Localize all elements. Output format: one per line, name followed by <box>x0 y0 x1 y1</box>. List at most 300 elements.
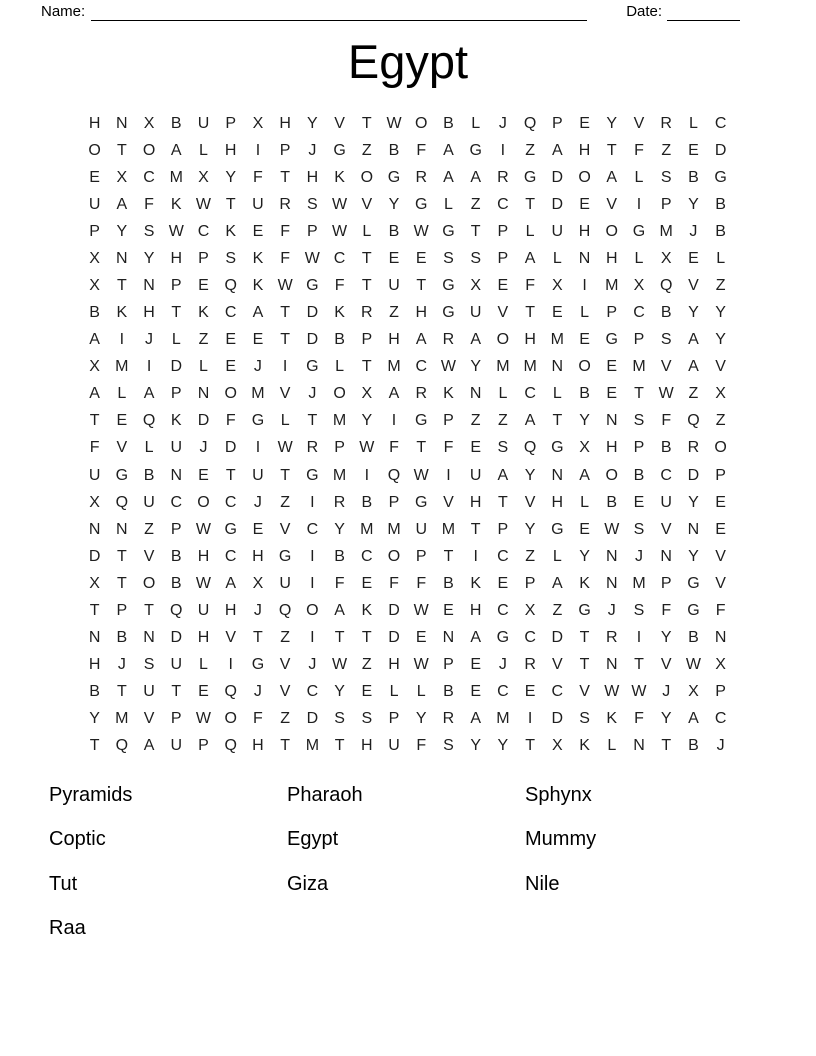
grid-letter: I <box>636 629 642 647</box>
grid-letter: U <box>170 656 183 674</box>
grid-letter: E <box>470 683 481 701</box>
grid-letter: V <box>497 304 509 322</box>
grid-letter: I <box>146 358 152 376</box>
grid-letter: P <box>660 574 672 592</box>
grid-letter: O <box>415 114 428 132</box>
grid-letter: G <box>714 168 727 186</box>
grid-letter: S <box>443 737 454 755</box>
grid-letter: O <box>224 385 237 403</box>
grid-letter: P <box>497 222 509 240</box>
grid-letter: B <box>660 439 672 457</box>
grid-letter: U <box>88 195 101 213</box>
grid-letter: F <box>525 277 535 294</box>
grid-letter: P <box>715 683 726 701</box>
grid-letter: X <box>524 601 536 619</box>
grid-letter: E <box>579 520 590 538</box>
grid-letter: B <box>116 629 128 647</box>
grid-letter: D <box>551 195 564 213</box>
grid-letter: G <box>251 412 265 430</box>
grid-letter: J <box>145 331 154 349</box>
grid-letter: T <box>116 277 127 294</box>
grid-letter: P <box>551 114 563 132</box>
grid-letter: V <box>715 547 726 565</box>
grid-letter: K <box>470 574 481 592</box>
grid-letter: Y <box>225 168 237 186</box>
grid-letter: A <box>524 412 536 430</box>
grid-letter: V <box>551 656 563 674</box>
grid-letter: Q <box>170 601 183 619</box>
grid-letter: T <box>470 520 481 538</box>
grid-letter: Z <box>280 493 291 511</box>
grid-letter: C <box>633 304 645 322</box>
grid-letter: N <box>605 656 618 674</box>
grid-letter: C <box>524 629 536 647</box>
grid-letter: L <box>389 683 399 701</box>
grid-letter: B <box>170 114 182 132</box>
grid-letter: I <box>310 493 315 511</box>
grid-letter: D <box>224 439 237 457</box>
grid-letter: P <box>225 114 237 132</box>
grid-letter: O <box>142 574 156 592</box>
grid-letter: Y <box>688 304 699 322</box>
grid-letter: U <box>279 574 291 592</box>
grid-letter: N <box>469 385 482 403</box>
grid-letter: L <box>280 412 290 430</box>
grid-letter: T <box>498 493 508 511</box>
grid-letter: H <box>361 737 373 755</box>
grid-letter: E <box>497 277 509 294</box>
grid-letter: G <box>632 222 646 240</box>
grid-letter: L <box>552 547 562 565</box>
word-list-item: Raa <box>49 917 86 940</box>
word-list-item: Pyramids <box>49 784 133 806</box>
grid-letter: Q <box>523 439 537 457</box>
grid-letter: I <box>255 439 261 457</box>
grid-letter: M <box>115 358 129 376</box>
grid-letter: U <box>143 683 155 701</box>
grid-letter: R <box>415 168 428 186</box>
grid-letter: Y <box>688 493 699 511</box>
grid-letter: H <box>415 304 428 322</box>
grid-letter: W <box>685 656 701 674</box>
grid-letter: E <box>688 249 699 267</box>
grid-letter: D <box>388 629 400 647</box>
grid-letter: V <box>279 520 291 538</box>
grid-letter: T <box>225 466 236 484</box>
grid-letter: J <box>498 656 507 674</box>
grid-letter: X <box>551 277 563 294</box>
grid-letter: E <box>606 385 618 403</box>
grid-letter: A <box>524 249 536 267</box>
grid-letter: A <box>470 710 481 728</box>
grid-letter: N <box>116 249 128 267</box>
grid-letter: L <box>580 493 589 511</box>
grid-letter: B <box>143 466 155 484</box>
grid-letter: I <box>282 358 288 376</box>
grid-letter: G <box>306 358 319 376</box>
grid-letter: G <box>442 277 455 294</box>
grid-letter: V <box>443 493 454 511</box>
grid-letter: U <box>197 114 210 132</box>
grid-letter: Z <box>198 331 209 349</box>
grid-letter: Z <box>715 277 726 294</box>
grid-letter: V <box>524 493 536 511</box>
grid-letter: J <box>607 601 616 619</box>
grid-letter: X <box>361 385 373 403</box>
grid-letter: S <box>497 439 509 457</box>
grid-letter: Y <box>470 737 481 755</box>
grid-letter: U <box>660 493 672 511</box>
grid-letter: R <box>497 168 509 186</box>
grid-letter: E <box>116 412 128 430</box>
grid-letter: U <box>170 737 183 755</box>
grid-letter: T <box>525 195 535 213</box>
grid-letter: Q <box>142 412 156 430</box>
name-label: Name: <box>41 3 86 20</box>
grid-letter: N <box>143 629 155 647</box>
grid-letter: Q <box>387 466 401 484</box>
grid-letter: D <box>306 331 319 349</box>
grid-letter: C <box>224 547 237 565</box>
grid-letter: Y <box>660 710 672 728</box>
grid-letter: Z <box>661 141 672 159</box>
grid-letter: V <box>715 574 726 592</box>
grid-letter: Z <box>144 520 154 538</box>
grid-letter: F <box>280 249 291 267</box>
grid-letter: E <box>715 520 726 538</box>
grid-letter: D <box>197 412 210 430</box>
grid-letter: U <box>415 520 428 538</box>
grid-letter: B <box>334 547 345 565</box>
grid-letter: G <box>496 629 510 647</box>
grid-letter: I <box>446 466 451 484</box>
grid-letter: O <box>360 168 374 186</box>
grid-letter: T <box>361 114 372 132</box>
grid-letter: V <box>279 385 291 403</box>
grid-letter: R <box>605 629 618 647</box>
grid-letter: V <box>225 629 237 647</box>
grid-letter: T <box>116 574 127 592</box>
grid-letter: H <box>524 331 536 349</box>
grid-letter: L <box>498 385 508 403</box>
grid-letter: B <box>715 195 726 213</box>
grid-letter: E <box>225 331 237 349</box>
grid-letter: I <box>310 574 315 592</box>
grid-letter: J <box>308 385 317 403</box>
grid-letter: R <box>279 195 291 213</box>
grid-letter: N <box>551 358 564 376</box>
grid-letter: F <box>661 601 672 619</box>
grid-letter: S <box>225 249 237 267</box>
grid-letter: F <box>634 141 644 159</box>
grid-letter: V <box>660 520 672 538</box>
grid-letter: L <box>688 114 698 132</box>
grid-letter: M <box>632 358 646 376</box>
grid-letter: W <box>413 466 429 484</box>
grid-letter: K <box>225 222 237 240</box>
grid-letter: N <box>605 412 618 430</box>
grid-letter: E <box>361 574 373 592</box>
grid-letter: W <box>332 222 348 240</box>
grid-letter: V <box>143 547 155 565</box>
grid-letter: M <box>659 222 673 240</box>
grid-letter: O <box>578 168 591 186</box>
grid-letter: L <box>525 222 535 240</box>
grid-letter: B <box>443 114 454 132</box>
grid-letter: N <box>578 249 591 267</box>
grid-letter: P <box>633 439 645 457</box>
grid-letter: U <box>469 304 482 322</box>
grid-letter: S <box>633 601 645 619</box>
grid-letter: J <box>253 493 262 511</box>
grid-letter: F <box>389 574 399 592</box>
grid-letter: A <box>688 358 699 376</box>
grid-letter: C <box>170 493 183 511</box>
grid-letter: N <box>551 466 564 484</box>
grid-letter: C <box>660 466 672 484</box>
grid-letter: C <box>497 547 509 565</box>
grid-letter: L <box>634 249 644 267</box>
word-list-item: Sphynx <box>525 784 592 806</box>
grid-letter: E <box>524 683 536 701</box>
grid-letter: Q <box>224 737 237 755</box>
grid-letter: R <box>687 439 700 457</box>
grid-letter: W <box>658 385 674 403</box>
name-blank-line <box>91 4 587 21</box>
grid-letter: T <box>525 737 535 755</box>
grid-letter: T <box>361 358 372 376</box>
grid-letter: G <box>115 466 129 484</box>
grid-letter: C <box>306 683 319 701</box>
grid-letter: K <box>443 385 454 403</box>
grid-letter: Z <box>525 547 535 565</box>
grid-letter: T <box>171 304 182 322</box>
grid-letter: A <box>688 331 699 349</box>
grid-letter: G <box>415 493 428 511</box>
grid-letter: J <box>662 683 671 701</box>
grid-letter: Q <box>115 737 129 755</box>
grid-letter: T <box>89 412 100 430</box>
grid-letter: C <box>333 249 346 267</box>
grid-letter: P <box>170 710 182 728</box>
grid-letter: V <box>116 439 128 457</box>
grid-letter: N <box>687 520 700 538</box>
grid-letter: G <box>578 601 591 619</box>
grid-letter: Q <box>687 412 700 430</box>
grid-letter: F <box>416 737 427 755</box>
grid-letter: P <box>497 249 509 267</box>
grid-letter: S <box>443 249 454 267</box>
grid-letter: A <box>443 168 454 186</box>
grid-letter: Y <box>470 358 481 376</box>
grid-letter: H <box>224 141 237 159</box>
grid-letter: G <box>306 277 319 294</box>
grid-letter: J <box>199 439 208 457</box>
grid-letter: T <box>606 141 617 159</box>
grid-letter: T <box>634 656 644 674</box>
grid-letter: A <box>470 331 481 349</box>
grid-letter: B <box>443 574 454 592</box>
grid-letter: E <box>551 304 563 322</box>
grid-letter: E <box>688 141 699 159</box>
grid-letter: B <box>688 168 699 186</box>
grid-letter: A <box>143 385 155 403</box>
grid-letter: M <box>305 737 320 755</box>
grid-letter: Z <box>389 304 399 322</box>
grid-letter: C <box>143 168 155 186</box>
grid-letter: Q <box>523 114 537 132</box>
grid-letter: A <box>470 629 481 647</box>
grid-letter: E <box>198 277 209 294</box>
grid-letter: G <box>415 195 428 213</box>
grid-letter: H <box>306 168 319 186</box>
grid-letter: C <box>714 710 727 728</box>
grid-letter: K <box>198 304 209 322</box>
grid-letter: C <box>497 683 509 701</box>
grid-letter: B <box>660 304 672 322</box>
grid-letter: I <box>119 331 125 349</box>
grid-letter: B <box>443 683 454 701</box>
grid-letter: N <box>116 520 128 538</box>
grid-letter: O <box>605 222 618 240</box>
grid-letter: M <box>496 358 510 376</box>
grid-letter: J <box>308 141 317 159</box>
grid-letter: O <box>88 141 101 159</box>
grid-letter: E <box>579 331 590 349</box>
grid-letter: F <box>280 222 291 240</box>
grid-letter: G <box>442 304 455 322</box>
grid-letter: T <box>634 385 644 403</box>
grid-letter: E <box>633 493 645 511</box>
grid-letter: B <box>579 385 590 403</box>
grid-letter: Y <box>688 547 699 565</box>
grid-letter: P <box>170 277 182 294</box>
grid-letter: U <box>252 195 264 213</box>
grid-letter: J <box>689 222 698 240</box>
grid-letter: W <box>195 195 212 213</box>
grid-letter: T <box>334 737 345 755</box>
grid-letter: I <box>636 195 642 213</box>
grid-letter: I <box>364 466 370 484</box>
grid-letter: Y <box>524 466 536 484</box>
grid-letter: I <box>228 656 233 674</box>
grid-letter: P <box>89 222 100 240</box>
grid-letter: A <box>334 601 345 619</box>
grid-letter: P <box>606 304 618 322</box>
grid-letter: U <box>388 737 400 755</box>
grid-letter: I <box>310 547 315 565</box>
grid-letter: R <box>306 439 319 457</box>
grid-letter: O <box>197 493 210 511</box>
grid-letter: O <box>142 141 156 159</box>
grid-letter: N <box>116 114 128 132</box>
grid-letter: D <box>306 710 319 728</box>
grid-letter: W <box>332 656 348 674</box>
grid-letter: P <box>388 710 400 728</box>
grid-letter: N <box>633 737 645 755</box>
grid-letter: T <box>552 412 563 430</box>
grid-letter: O <box>496 331 510 349</box>
grid-letter: V <box>279 656 291 674</box>
grid-letter: E <box>470 656 481 674</box>
grid-letter: G <box>469 141 482 159</box>
grid-letter: N <box>197 385 210 403</box>
grid-letter: T <box>361 629 372 647</box>
grid-letter: W <box>631 683 647 701</box>
grid-letter: F <box>253 710 263 728</box>
grid-letter: A <box>579 466 590 484</box>
grid-letter: B <box>606 493 618 511</box>
grid-letter: K <box>252 277 264 294</box>
grid-letter: P <box>170 520 182 538</box>
grid-letter: Y <box>688 195 699 213</box>
grid-letter: N <box>170 466 183 484</box>
grid-letter: W <box>604 520 620 538</box>
grid-letter: Q <box>278 601 292 619</box>
grid-letter: X <box>89 277 100 294</box>
grid-letter: M <box>387 358 401 376</box>
puzzle-title: Egypt <box>347 35 469 88</box>
grid-letter: F <box>443 439 454 457</box>
grid-letter: C <box>497 195 509 213</box>
grid-letter: Z <box>470 412 481 430</box>
grid-letter: M <box>632 574 646 592</box>
grid-letter: A <box>606 168 618 186</box>
grid-letter: P <box>361 331 373 349</box>
grid-letter: Q <box>115 493 129 511</box>
grid-letter: P <box>415 547 427 565</box>
grid-letter: H <box>252 547 264 565</box>
grid-letter: W <box>277 439 293 457</box>
word-list-item: Coptic <box>49 828 106 851</box>
grid-letter: L <box>716 249 726 267</box>
grid-letter: L <box>580 304 589 322</box>
grid-letter: X <box>89 574 100 592</box>
grid-letter: H <box>578 141 591 159</box>
worksheet-header <box>41 2 781 22</box>
grid-letter: V <box>660 358 672 376</box>
grid-letter: W <box>604 683 620 701</box>
grid-letter: P <box>388 493 400 511</box>
grid-letter: G <box>551 520 564 538</box>
grid-letter: T <box>470 222 481 240</box>
grid-letter: K <box>606 710 618 728</box>
grid-letter: Q <box>659 277 673 294</box>
grid-letter: X <box>89 249 100 267</box>
grid-letter: U <box>252 466 264 484</box>
grid-letter: V <box>660 656 672 674</box>
grid-letter: C <box>224 493 237 511</box>
grid-letter: H <box>388 331 400 349</box>
grid-letter: B <box>89 304 100 322</box>
grid-letter: L <box>607 737 617 755</box>
grid-letter: P <box>334 439 345 457</box>
grid-letter: T <box>116 683 127 701</box>
grid-letter: F <box>416 141 427 159</box>
grid-letter: W <box>304 249 320 267</box>
grid-letter: G <box>333 141 346 159</box>
grid-letter: P <box>497 520 509 538</box>
grid-letter: B <box>361 493 373 511</box>
grid-letter: M <box>550 331 564 349</box>
grid-letter: X <box>89 358 100 376</box>
grid-letter: Y <box>361 412 373 430</box>
grid-letter: P <box>443 656 454 674</box>
grid-letter: E <box>470 439 481 457</box>
grid-letter: H <box>224 601 237 619</box>
grid-letter: Y <box>660 629 672 647</box>
word-list-item: Giza <box>287 872 329 895</box>
